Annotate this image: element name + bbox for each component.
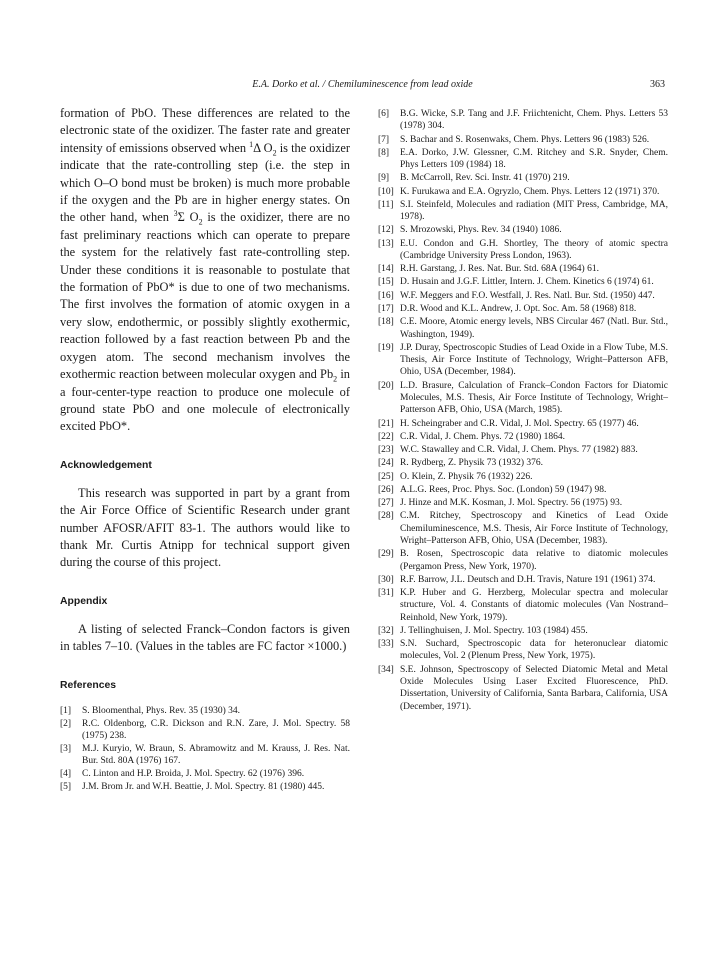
reference-number: [22] xyxy=(378,431,394,442)
reference-number: [24] xyxy=(378,458,394,469)
references-heading: References xyxy=(60,679,117,691)
reference-text: R. Rydberg, Z. Physik 73 (1932) 376. xyxy=(400,458,544,469)
reference-number: [8] xyxy=(378,147,390,158)
reference-text: D. Husain and J.G.F. Littler, Intern. J. Chem. Kinetics 6 (1974) 61. xyxy=(400,277,654,288)
reference-item xyxy=(378,638,668,663)
reference-text: B.G. Wicke, S.P. Tang and J.F. Friichtenicht, Chem. Phys. Letters 53 (1978) 304. xyxy=(400,109,668,132)
reference-number: [17] xyxy=(378,303,394,314)
reference-item xyxy=(378,431,668,443)
appendix-text: A listing of selected Franck–Condon factors is given in tables 7–10. (Values in the tables are FC factor ×1000.) xyxy=(60,621,350,654)
reference-number: [14] xyxy=(378,264,394,275)
reference-item xyxy=(378,276,668,288)
reference-item xyxy=(378,664,668,713)
reference-number: [6] xyxy=(378,109,390,119)
reference-item xyxy=(378,574,668,586)
reference-number: [30] xyxy=(378,574,394,585)
reference-item xyxy=(378,316,668,341)
reference-item xyxy=(378,342,668,379)
reference-text: C. Linton and H.P. Broida, J. Mol. Spectry. 62 (1976) 396. xyxy=(82,769,305,780)
reference-number: [4] xyxy=(60,769,72,780)
reference-text: S.E. Johnson, Spectroscopy of Selected Diatomic Metal and Metal Oxide Molecules Using Laser Excited Fluorescence, PhD. Dissertation, University of California, Santa Barbara, California, USA (December, 1971). xyxy=(400,664,668,712)
reference-text: C.M. Ritchey, Spectroscopy and Kinetics of Lead Oxide Chemiluminescence, M.S. Thesis, Air Force Institute of Technology, Wright–Patterson AFB, Ohio, USA (December, 1983). xyxy=(400,511,668,546)
reference-text: J. Hinze and M.K. Kosman, J. Mol. Spectry. 56 (1975) 93. xyxy=(400,498,623,509)
reference-list-left xyxy=(60,705,350,794)
reference-text: E.A. Dorko, J.W. Glessner, C.M. Ritchey and S.R. Snyder, Chem. Phys Letters 109 (1984) 18. xyxy=(400,147,668,171)
reference-number: [25] xyxy=(378,471,394,482)
reference-text: J. Tellinghuisen, J. Mol. Spectry. 103 (1984) 455. xyxy=(400,625,588,636)
reference-item xyxy=(378,548,668,573)
reference-item xyxy=(60,718,350,743)
reference-text: S. Bloomenthal, Phys. Rev. 35 (1930) 34. xyxy=(82,705,240,716)
reference-list-right xyxy=(378,108,668,713)
reference-text: A.L.G. Rees, Proc. Phys. Soc. (London) 59 (1947) 98. xyxy=(400,484,607,495)
reference-item xyxy=(378,134,668,146)
reference-item xyxy=(60,743,350,768)
reference-text: C.R. Vidal, J. Chem. Phys. 72 (1980) 1864. xyxy=(400,431,565,442)
reference-number: [21] xyxy=(378,418,394,429)
reference-item xyxy=(378,238,668,263)
reference-text: H. Scheingraber and C.R. Vidal, J. Mol. Spectry. 65 (1977) 46. xyxy=(400,418,639,429)
reference-text: M.J. Kuryio, W. Braun, S. Abramowitz and M. Krauss, J. Res. Nat. Bur. Std. 80A (1976) 167. xyxy=(82,743,350,767)
reference-item xyxy=(378,587,668,624)
reference-text: J.P. Duray, Spectroscopic Studies of Lead Oxide in a Flow Tube, M.S. Thesis, Air Force Institute of Technology, Wright–Patterson AFB, Ohio, USA (December, 1984). xyxy=(400,342,668,378)
reference-number: [16] xyxy=(378,290,394,301)
reference-text: S. Mrozowski, Phys. Rev. 34 (1940) 1086. xyxy=(400,225,562,236)
reference-item xyxy=(378,224,668,236)
reference-item xyxy=(378,199,668,224)
reference-text: K. Furukawa and E.A. Ogryzlo, Chem. Phys. Letters 12 (1971) 370. xyxy=(400,186,660,197)
reference-text: R.C. Oldenborg, C.R. Dickson and R.N. Zare, J. Mol. Spectry. 58 (1975) 238. xyxy=(82,718,350,741)
reference-text: B. McCarroll, Rev. Sci. Instr. 41 (1970) 219. xyxy=(400,173,570,184)
reference-item xyxy=(378,186,668,198)
reference-number: [29] xyxy=(378,549,394,560)
reference-item xyxy=(378,108,668,133)
reference-item xyxy=(378,303,668,315)
reference-item xyxy=(378,290,668,302)
reference-item xyxy=(378,444,668,456)
reference-number: [23] xyxy=(378,445,394,456)
reference-number: [33] xyxy=(378,639,394,650)
reference-number: [27] xyxy=(378,498,394,509)
reference-item xyxy=(60,705,350,717)
appendix-heading: Appendix xyxy=(60,595,108,607)
reference-item xyxy=(378,510,668,547)
reference-item xyxy=(378,497,668,509)
reference-text: S.N. Suchard, Spectroscopic data for heteronuclear diatomic molecules, Vol. 2 (Plenum Press, New York, 1975). xyxy=(400,639,668,662)
reference-text: W.F. Meggers and F.O. Westfall, J. Res. Natl. Bur. Std. (1950) 447. xyxy=(400,290,655,301)
reference-number: [31] xyxy=(378,587,394,598)
acknowledgement-heading: Acknowledgement xyxy=(60,459,152,471)
reference-item xyxy=(378,418,668,430)
reference-text: R.H. Garstang, J. Res. Nat. Bur. Std. 68A (1964) 61. xyxy=(400,264,599,275)
reference-number: [11] xyxy=(378,199,394,210)
reference-item xyxy=(378,263,668,275)
reference-text: L.D. Brasure, Calculation of Franck–Condon Factors for Diatomic Molecules, M.S. Thesis, Air Force Institute of Technology, Wright–Patterson AFB, Ohio, USA (March, 1985). xyxy=(400,380,668,416)
reference-number: [9] xyxy=(378,173,390,184)
reference-number: [15] xyxy=(378,277,394,288)
reference-number: [5] xyxy=(60,782,72,792)
reference-item xyxy=(378,147,668,172)
reference-number: [32] xyxy=(378,625,394,636)
reference-text: R.F. Barrow, J.L. Deutsch and D.H. Travis, Nature 191 (1961) 374. xyxy=(400,574,656,585)
reference-text: B. Rosen, Spectroscopic data relative to diatomic molecules (Pergamon Press, New York, 1970). xyxy=(400,549,668,572)
reference-number: [7] xyxy=(378,134,390,145)
reference-item xyxy=(378,471,668,483)
reference-text: S.I. Steinfeld, Molecules and radiation (MIT Press, Cambridge, MA, 1978). xyxy=(400,199,668,223)
page-number: 363 xyxy=(650,79,665,90)
reference-text: K.P. Huber and G. Herzberg, Molecular spectra and molecular structure, Vol. 4. Constants of diatomic molecules (Van Nostrand–Reinhold, New York, 1979). xyxy=(400,587,668,623)
reference-text: O. Klein, Z. Physik 76 (1932) 226. xyxy=(400,471,533,482)
running-title: E.A. Dorko et al. / Chemiluminescence from lead oxide xyxy=(252,79,473,90)
reference-number: [12] xyxy=(378,225,394,236)
right-column xyxy=(378,108,668,714)
reference-text: W.C. Stawalley and C.R. Vidal, J. Chem. Phys. 77 (1982) 883. xyxy=(400,445,638,456)
reference-number: [1] xyxy=(60,705,72,716)
reference-text: D.R. Wood and K.L. Andrew, J. Opt. Soc. Am. 58 (1968) 818. xyxy=(400,303,637,314)
left-column xyxy=(60,105,350,794)
reference-text: S. Bachar and S. Rosenwaks, Chem. Phys. Letters 96 (1983) 526. xyxy=(400,134,650,145)
reference-number: [2] xyxy=(60,718,72,729)
reference-number: [18] xyxy=(378,317,394,328)
body-paragraph-mechanisms: formation of PbO. These differences are related to the electronic state of the oxidizer. The faster rate and greater intensity of emissions observed when $^1$Δ $O_2$ is the oxidizer indicate that the rate-controlling step (i.e. the step in which O–O bond must be broken) is much more probable if the oxygen and the Pb are in higher energy states. On the other hand, when $^3$Σ $O_2$ is the oxidizer, there are no fast preliminary reactions which can operate to prepare the system for the relatively fast rate-controlling step. Under these conditions it is reasonable to postulate that the formation of PbO* is due to one of two mechanisms. The first involves the formation of atomic oxygen in a very slow, endothermic, or possibly slightly exothermic, reaction followed by a fast reaction between Pb and the oxygen atom. The second mechanism involves the exothermic reaction between molecular oxygen and $Pb_2$ in a four-center-type reaction to produce one molecule of ground state PbO and one molecule of electronically excited PbO*. xyxy=(60,106,350,434)
reference-number: [13] xyxy=(378,238,394,249)
reference-item xyxy=(378,625,668,637)
reference-text: E.U. Condon and G.H. Shortley, The theory of atomic spectra (Cambridge University Press London, 1963). xyxy=(400,238,668,262)
running-header xyxy=(60,78,665,92)
reference-number: [28] xyxy=(378,511,394,522)
reference-number: [20] xyxy=(378,380,394,391)
reference-item xyxy=(60,768,350,780)
reference-text: C.E. Moore, Atomic energy levels, NBS Circular 467 (Natl. Bur. Std., Washington, 1949). xyxy=(400,317,668,340)
reference-number: [26] xyxy=(378,484,394,495)
reference-number: [10] xyxy=(378,186,394,197)
reference-number: [3] xyxy=(60,743,72,754)
reference-item xyxy=(378,380,668,417)
reference-number: [34] xyxy=(378,664,394,675)
reference-number: [19] xyxy=(378,342,394,353)
reference-text: J.M. Brom Jr. and W.H. Beattie, J. Mol. Spectry. 81 (1980) 445. xyxy=(82,782,325,792)
reference-item xyxy=(60,781,350,793)
reference-item xyxy=(378,484,668,496)
reference-item xyxy=(378,172,668,184)
acknowledgement-text: This research was supported in part by a grant from the Air Force Office of Scientific Research under grant number AFOSR/AFIT 83-1. The authors would like to thank Mr. Curtis Atnipp for technical support given during the course of this project. xyxy=(60,485,350,570)
reference-item xyxy=(378,457,668,469)
